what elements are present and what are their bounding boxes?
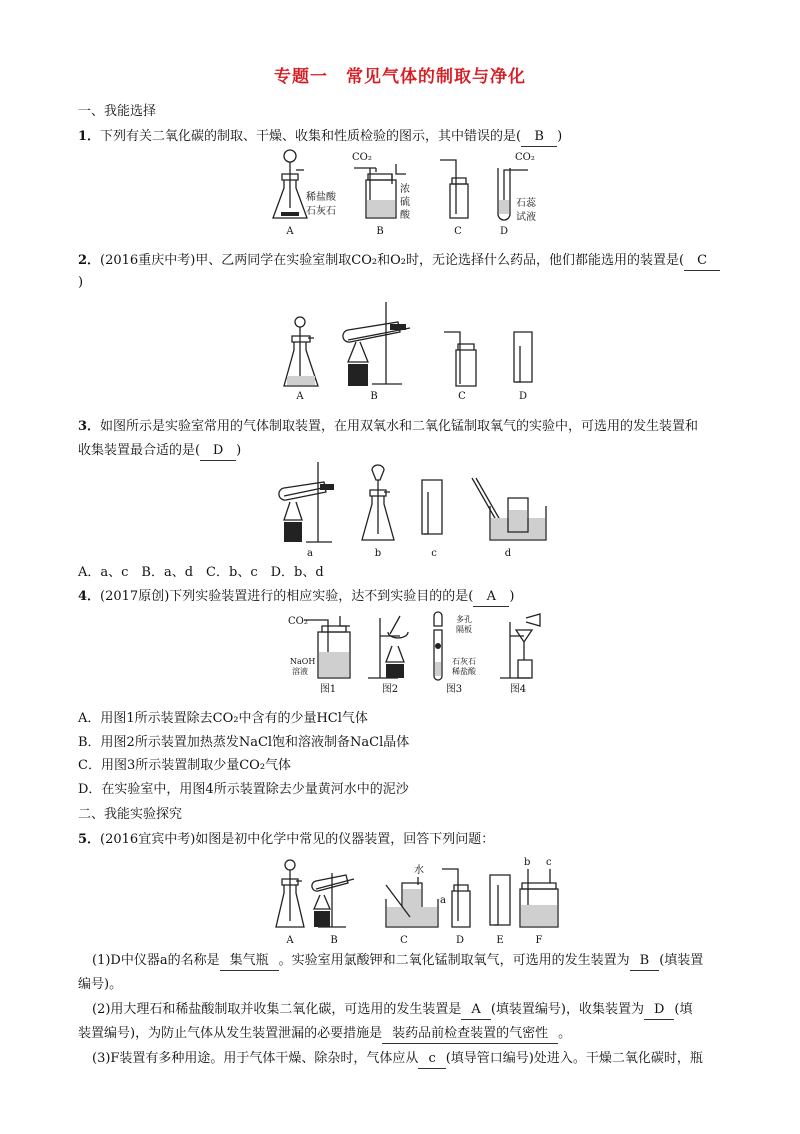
question-source: (2017原创) bbox=[100, 589, 170, 604]
label-b: B bbox=[376, 226, 384, 237]
part-text: 装置编号)，为防止气体从发生装置泄漏的必要措施是 bbox=[78, 1026, 383, 1041]
answer-blank: A bbox=[473, 588, 509, 607]
label-sulfuric: 硫 bbox=[400, 197, 410, 208]
label-a: a bbox=[307, 548, 313, 559]
section-heading-experiment: 二、我能实验探究 bbox=[78, 807, 183, 822]
label-conc: 浓 bbox=[400, 184, 410, 195]
apparatus-f-multipurpose-bottle bbox=[520, 857, 558, 946]
label-porous: 多孔 bbox=[456, 615, 472, 624]
part-text: (填装置 bbox=[659, 953, 704, 968]
question-text: 收集装置最合适的是( bbox=[78, 443, 201, 458]
question-number: 2． bbox=[78, 253, 101, 268]
figure-1-wash-bottle bbox=[288, 616, 350, 695]
apparatus-b-wash-bottle bbox=[352, 152, 411, 237]
label-e: E bbox=[496, 935, 504, 946]
part-text: 。实验室用氯酸钾和二氧化锰制取氧气，可选用的发生装置为 bbox=[278, 953, 630, 968]
option-c: C．用图3所示装置制取少量CO₂气体 bbox=[78, 758, 292, 773]
apparatus-b-flask bbox=[362, 465, 394, 559]
question-3-options: A．a、c B．a、d C．b、c D．b、d bbox=[78, 565, 324, 580]
question-text: 如图是初中化学中常见的仪器装置，回答下列问题： bbox=[195, 832, 495, 847]
close-paren: ) bbox=[557, 129, 563, 144]
label-b: b bbox=[374, 548, 382, 559]
part-text: (3)F装置有多种用途。用于气体干燥、除杂时，气体应从 bbox=[92, 1051, 419, 1066]
apparatus-e-inverted-jar bbox=[490, 875, 510, 946]
label-limestone: 石灰石 bbox=[452, 657, 476, 666]
label-dilute-hcl: 稀盐酸 bbox=[452, 667, 476, 676]
apparatus-a-flask bbox=[276, 860, 304, 946]
label-fig4: 图4 bbox=[509, 684, 527, 695]
answer-blank: D bbox=[200, 442, 236, 461]
label-b: B bbox=[370, 391, 378, 402]
question-text: 如图所示是实验室常用的气体制取装置，在用双氧水和二氧化锰制取氧气的实验中，可选用的发生装置和 bbox=[100, 419, 699, 434]
part-text: (填装置编号)，收集装置为 bbox=[490, 1002, 644, 1017]
label-a: A bbox=[286, 226, 294, 237]
answer-blank: 装药品前检查装置的气密性 bbox=[382, 1025, 558, 1044]
label-f: F bbox=[535, 935, 543, 946]
question-number: 3． bbox=[78, 419, 101, 434]
label-d: D bbox=[455, 935, 465, 946]
label-c: C bbox=[400, 935, 408, 946]
label-d: D bbox=[518, 391, 528, 402]
figure-4-filtration bbox=[500, 614, 540, 695]
label-co2: CO₂ bbox=[352, 152, 372, 163]
label-b-port: b bbox=[524, 857, 531, 868]
part-text: 。 bbox=[558, 1026, 572, 1041]
figure-q5 bbox=[274, 855, 574, 947]
figure-q1 bbox=[270, 148, 540, 240]
apparatus-b-heating bbox=[312, 873, 354, 946]
q5-part-3 bbox=[92, 1050, 752, 1069]
label-c-port: c bbox=[546, 857, 552, 868]
question-text: 下列有关二氧化碳的制取、干燥、收集和性质检验的图示，其中错误的是( bbox=[100, 129, 522, 144]
label-litmus: 石蕊 bbox=[516, 198, 536, 209]
apparatus-d-jar bbox=[440, 869, 470, 946]
question-4 bbox=[78, 588, 738, 607]
label-acid: 酸 bbox=[400, 210, 410, 221]
q5-part-1 bbox=[92, 952, 752, 971]
label-a: A bbox=[286, 935, 294, 946]
label-plate: 隔板 bbox=[456, 625, 472, 634]
label-d: d bbox=[504, 548, 512, 559]
question-number: 1． bbox=[78, 129, 101, 144]
apparatus-b-heating bbox=[343, 302, 410, 402]
label-naoh: NaOH bbox=[290, 657, 316, 666]
page-title: 专题一 常见气体的制取与净化 bbox=[274, 67, 526, 87]
question-1 bbox=[78, 128, 738, 147]
question-text: 下列实验装置进行的相应实验，达不到实验目的的是( bbox=[169, 589, 474, 604]
figure-2-evaporation bbox=[368, 616, 408, 695]
label-b: B bbox=[330, 935, 338, 946]
apparatus-a-flask bbox=[284, 317, 318, 402]
answer-blank: C bbox=[684, 252, 720, 271]
label-a: A bbox=[296, 391, 304, 402]
label-fig2: 图2 bbox=[381, 684, 399, 695]
question-number: 5． bbox=[78, 832, 101, 847]
label-fig1: 图1 bbox=[319, 684, 337, 695]
label-a-instrument: a bbox=[440, 895, 446, 906]
apparatus-c-jar bbox=[444, 332, 476, 402]
apparatus-c-jar bbox=[440, 160, 468, 237]
answer-blank: D bbox=[644, 1001, 674, 1020]
option-d: D．在实验室中，用图4所示装置除去少量黄河水中的泥沙 bbox=[78, 782, 409, 797]
question-3-cont bbox=[78, 442, 738, 461]
figure-q3 bbox=[276, 462, 556, 560]
section-heading-choice: 一、我能选择 bbox=[78, 104, 157, 119]
question-text: 甲、乙两同学在实验室制取CO₂和O₂时，无论选择什么药品，他们都能选用的装置是( bbox=[195, 253, 685, 268]
option-b: B．用图2所示装置加热蒸发NaCl饱和溶液制备NaCl晶体 bbox=[78, 735, 410, 750]
question-3 bbox=[78, 418, 738, 436]
q5-part-2-cont bbox=[78, 1025, 738, 1044]
label-limestone: 石灰石 bbox=[306, 206, 336, 217]
apparatus-d-inverted-jar bbox=[514, 332, 532, 402]
label-c: C bbox=[458, 391, 466, 402]
q5-part-1-cont: 编号)。 bbox=[78, 977, 123, 992]
apparatus-d-test-tube bbox=[498, 152, 537, 237]
part-text: (2)用大理石和稀盐酸制取并收集二氧化碳，可选用的发生装置是 bbox=[92, 1002, 462, 1017]
label-c: c bbox=[431, 548, 437, 559]
label-dilute-hcl: 稀盐酸 bbox=[306, 192, 336, 203]
apparatus-d-water-trough bbox=[472, 478, 546, 559]
apparatus-a-flask bbox=[273, 150, 337, 237]
label-co2: CO₂ bbox=[288, 616, 308, 627]
apparatus-a-heating bbox=[279, 462, 334, 559]
question-source: (2016宜宾中考) bbox=[100, 832, 196, 847]
close-paren: ) bbox=[509, 589, 515, 604]
part-text: (填导管口编号)处进入。干燥二氧化碳时，瓶 bbox=[445, 1051, 703, 1066]
apparatus-c-inverted-jar bbox=[422, 480, 442, 559]
option-a: A．用图1所示装置除去CO₂中含有的少量HCl气体 bbox=[78, 711, 368, 726]
question-source: (2016重庆中考) bbox=[100, 253, 196, 268]
q5-part-2 bbox=[92, 1001, 752, 1020]
label-solution: 试液 bbox=[516, 212, 536, 223]
label-fig3: 图3 bbox=[445, 684, 463, 695]
question-2 bbox=[78, 252, 738, 271]
close-paren: ) bbox=[236, 443, 242, 458]
label-c: C bbox=[454, 226, 462, 237]
answer-blank: A bbox=[461, 1001, 490, 1020]
label-water: 水 bbox=[414, 865, 424, 876]
question-5 bbox=[78, 831, 738, 849]
figure-q4 bbox=[288, 612, 558, 696]
answer-blank: 集气瓶 bbox=[220, 952, 279, 971]
label-co2-d: CO₂ bbox=[515, 152, 535, 163]
answer-blank: B bbox=[521, 128, 557, 147]
figure-q2 bbox=[282, 302, 542, 402]
apparatus-c-water-trough bbox=[386, 863, 438, 946]
label-solution: 溶液 bbox=[292, 667, 308, 676]
label-d: D bbox=[499, 226, 509, 237]
answer-blank: B bbox=[630, 952, 660, 971]
part-text: (1)D中仪器a的名称是 bbox=[92, 953, 220, 968]
figure-3-porous-plate bbox=[434, 612, 477, 695]
part-text: (填 bbox=[674, 1002, 693, 1017]
answer-blank: c bbox=[418, 1050, 445, 1069]
question-number: 4． bbox=[78, 589, 101, 604]
question-2-cont: ) bbox=[78, 275, 84, 290]
